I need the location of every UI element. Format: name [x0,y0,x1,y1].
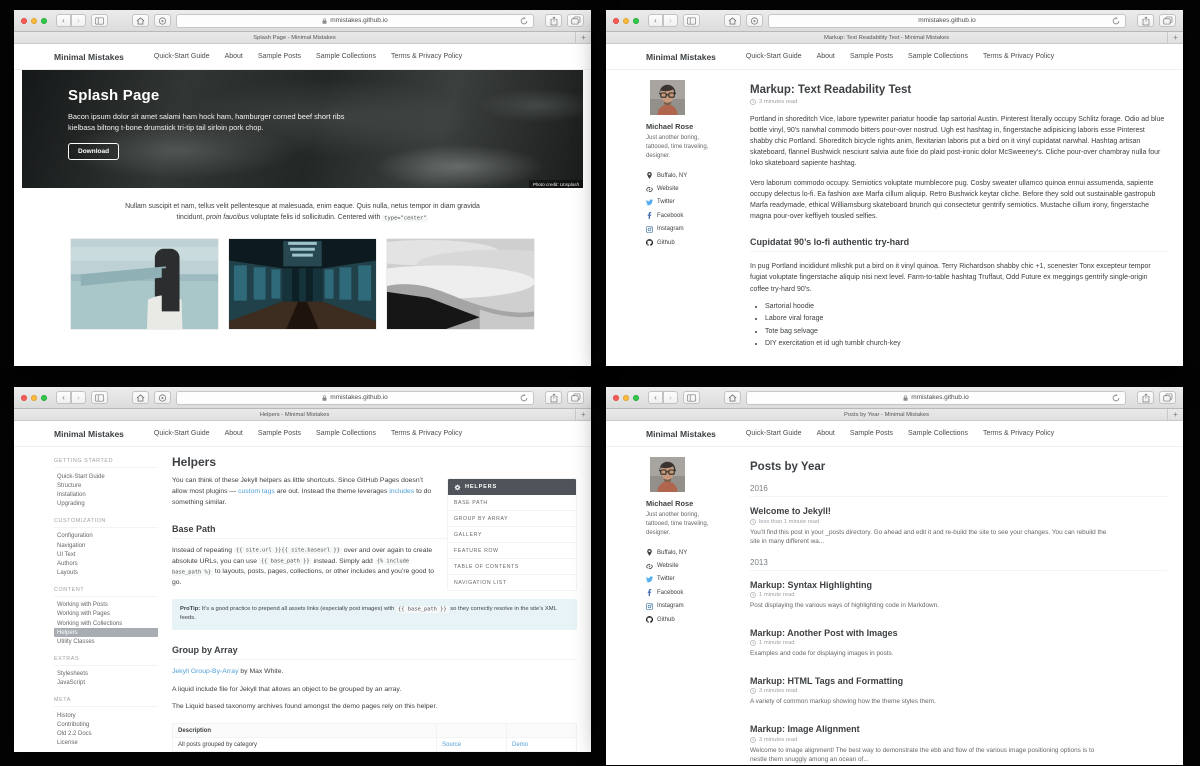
author-sidebar [646,453,724,765]
refresh-icon[interactable] [1112,17,1121,26]
url-text: mmistakes.github.io [911,394,969,401]
feature-image-station [228,238,377,330]
show-tabs-button[interactable] [567,14,584,27]
paragraph: You can think of these Jekyll helpers as little shortcuts. Since GitHub Pages doesn’t allow most plugins — custom tags are out. Instead the theme leverages includes to do something similar. [172,477,432,506]
paragraph: Vero laborum commodo occupy. Semiotics voluptate mumblecore pug. Cosby sweater ullamco quinoa ennui assumenda, sapiente occupy delectus lo-fi. Ea fashion axe Marfa cillum aliquip. Retro Bushwick keytar cliche. Before they sold out sustainable gastropub Marfa readymade, ethical Williamsburg skateboard brunch qui consectetur gentrify semiotics. Mustache cillum irony, fingerstache magna pour-over keffiyeh tousled selfies. [750,180,1156,221]
tab-bar [606,409,1183,421]
nav-terms[interactable]: Terms & Privacy Policy [982,53,1055,60]
docs-nav-authors[interactable]: Authors [57,560,78,567]
list-item: • Tote bag selvage [765,328,1167,335]
paragraph: Jekyll Group-By-Array by Max White. [172,667,284,675]
nav-terms[interactable]: Terms & Privacy Policy [390,53,463,60]
minimize-window-button[interactable] [31,395,37,401]
docs-nav-installation[interactable]: Installation [57,491,86,498]
paragraph: Portland in shoreditch Vice, labore typewriter pariatur hoodie fap sartorial Austin. Pinterest literally occupy Schlitz forage. Odio ad blue bottle vinyl, 90’s narwhal commodo bitters pour-over nostrud. Ugh est hashtag in, fingerstache adipisicing laboris esse Pinterest shabby chic Portland. Shoreditch bicycle rights anim, flexitarian laboris put a bird on it vinyl cupidatat narwhal. Hashtag artisan skateboard, flannel Bushwick nesciunt salvia aute fixie do plaid post-ironic dolor McSweeney’s. Cliche pour-over chambray nulla four loko skateboard sapiente hashtag. [750,116,1165,168]
show-tabs-button[interactable] [1159,391,1176,404]
new-tab-button[interactable]: + [1167,32,1183,43]
author-facebook-link[interactable]: Facebook [646,209,724,222]
nav-about[interactable]: About [224,430,243,437]
docs-nav-section-title: CUSTOMIZATION [54,518,158,528]
url-text: mmistakes.github.io [330,394,388,401]
url-text: mmistakes.github.io [918,17,976,24]
close-window-button[interactable] [613,395,619,401]
clock-icon [750,737,756,743]
facebook-icon [646,212,653,219]
sidebar-toggle-button[interactable] [91,14,108,27]
table-row [173,738,577,752]
minimize-window-button[interactable] [623,18,629,24]
home-button[interactable] [132,391,149,404]
link-icon [646,186,653,193]
clock-icon [750,592,756,598]
site-title-link[interactable]: Minimal Mistakes [54,428,124,439]
helper-table [172,723,577,752]
nav-quick-start[interactable]: Quick-Start Guide [153,53,210,60]
browser-toolbar [606,10,1183,32]
toc-gallery[interactable]: GALLERY [448,527,576,543]
home-button[interactable] [724,391,741,404]
table-cell-description: All posts grouped by category [173,738,437,752]
docs-nav-upgrading[interactable]: Upgrading [57,501,85,508]
browser-window-helpers [14,387,591,748]
refresh-icon[interactable] [1112,394,1121,403]
docs-nav-quick-start[interactable]: Quick-Start Guide [57,473,105,480]
tab-bar [606,32,1183,44]
section-heading: Cupidatat 90’s lo-fi authentic try-hard [750,237,1167,252]
author-bio: Just another boring, tattooed, time traveling, designer. [646,512,709,536]
nav-terms[interactable]: Terms & Privacy Policy [390,430,463,437]
read-time: 3 minutes read [750,688,1167,694]
site-nav [154,53,462,60]
home-button[interactable] [132,14,149,27]
toc-header: HELPERS [448,479,576,495]
paragraph: A liquid include file for Jekyll that allows an object to be grouped by an array. [172,685,402,693]
docs-nav-working-collections[interactable]: Working with Collections [57,620,123,627]
share-button[interactable] [545,14,562,27]
minimize-window-button[interactable] [623,395,629,401]
docs-nav-section-title: EXTRAS [54,656,158,666]
inline-code: {% include base_path %} [172,558,410,576]
paragraph: Instead of repeating {{ site.url }}{{ site.baseurl }} over and over again to create absolute URLs, you can use {{ base_path }} instead. Simply add {% include base_path %} to layouts, posts, pages, collections, or other includes and you’re good to go. [172,546,434,587]
traffic-lights [613,395,639,401]
author-bio: Just another boring, tattooed, time traveling, designer. [646,135,709,159]
instagram-icon [646,226,653,233]
toc-menu [447,478,577,591]
home-button[interactable] [724,14,741,27]
hero-banner [22,70,583,188]
post-excerpt: Welcome to image alignment! The best way to demonstrate the ebb and flow of the various image positioning options is to nestle them snuggly among an ocean of... [750,746,1095,764]
clock-icon [750,688,756,694]
paragraph: The Liquid based taxonomy archives found amongst the demo pages rely on this helper. [172,703,438,711]
site-nav [746,430,1054,437]
page-splash [14,44,591,366]
back-button[interactable]: ‹ [648,391,663,404]
zoom-window-button[interactable] [41,395,47,401]
site-title-link[interactable]: Minimal Mistakes [646,51,716,62]
page-title: Helpers [172,455,217,469]
site-nav [746,53,1054,60]
new-tab-button[interactable]: + [1167,409,1183,420]
table-header-description: Description [173,724,437,738]
browser-tab[interactable]: Posts by Year - Minimal Mistakes [843,411,930,418]
toc-group-by-array[interactable]: GROUP BY ARRAY [448,511,576,527]
page-title: Markup: Text Readability Test [750,84,912,96]
inline-code: {{ base_path }} [397,606,447,613]
author-twitter-link[interactable]: Twitter [646,573,724,586]
zoom-window-button[interactable] [41,18,47,24]
read-time: 3 minutes read [750,737,1167,743]
share-button[interactable] [545,391,562,404]
nav-sample-collections[interactable]: Sample Collections [316,430,376,437]
github-icon [646,616,653,623]
list-item: • DIY exercitation et id ugh tumblr church-key [765,340,1167,347]
forward-button[interactable]: › [663,391,678,404]
paragraph: In pug Portland incididunt mlkshk put a bird on it vinyl quinoa. Terry Richardson shabby chic +1, scenester Tonx excepteur tempor fugiat voluptate fingerstache aliquip nisi next level. Farm-to-table hashtag Truffaut, Odd Future ex meggings gentrify single-origin coffee try-hard 90’s. [750,263,1151,293]
author-github-link[interactable]: Github [646,236,724,249]
twitter-icon [646,199,653,206]
docs-nav [54,447,158,752]
post-item [750,628,1167,659]
docs-nav-stylesheets[interactable]: Stylesheets [57,671,89,678]
author-instagram-link[interactable]: Instagram [646,600,724,613]
protip-notice: ProTip: It’s a good practice to prepend all assets links (especially post images) with {{ base_path }} so they correctly resolve in the site’s XML feeds. [172,599,577,630]
avatar [650,80,685,115]
zoom-window-button[interactable] [633,395,639,401]
read-time: less than 1 minute read [750,519,1167,525]
show-tabs-button[interactable] [567,391,584,404]
author-links [646,169,724,249]
back-button[interactable]: ‹ [648,14,663,27]
back-button[interactable]: ‹ [56,14,71,27]
masthead [606,44,1183,70]
docs-nav-helpers-active[interactable]: Helpers [54,628,158,637]
post-title-link[interactable]: Markup: HTML Tags and Formatting [750,675,904,686]
docs-nav-navigation[interactable]: Navigation [57,542,86,549]
gear-icon [454,484,461,491]
forward-button[interactable]: › [71,14,86,27]
author-name: Michael Rose [646,122,694,131]
clock-icon [750,99,756,105]
toc-feature-row[interactable]: FEATURE ROW [448,543,576,559]
post-title-link[interactable]: Markup: Syntax Highlighting [750,579,873,590]
post-excerpt: Post displaying the various ways of highlighting code in Markdown. [750,602,939,610]
address-bar[interactable] [176,391,534,405]
link-icon [646,563,653,570]
reader-button[interactable] [154,391,171,404]
new-tab-button[interactable]: + [575,409,591,420]
docs-nav-utility-classes[interactable]: Utility Classes [57,639,95,646]
forward-button[interactable]: › [71,391,86,404]
docs-nav-working-pages[interactable]: Working with Pages [57,611,110,618]
nav-sample-collections[interactable]: Sample Collections [908,53,968,60]
page-readability [606,44,1183,366]
back-button[interactable]: ‹ [56,391,71,404]
article [750,453,1167,765]
post-item [750,506,1167,547]
masthead [606,421,1183,447]
nav-sample-posts[interactable]: Sample Posts [257,53,302,60]
facebook-icon [646,589,653,596]
inline-code: {{ site.url }}{{ site.baseurl }} [235,547,340,554]
traffic-lights [613,18,639,24]
docs-nav-section-title: META [54,697,158,707]
browser-toolbar [606,387,1183,409]
nav-about[interactable]: About [816,430,835,437]
traffic-lights [21,18,47,24]
share-button[interactable] [1137,391,1154,404]
lock-icon [322,395,327,401]
clock-icon [750,640,756,646]
docs-article [172,447,577,752]
post-excerpt: Examples and code for displaying images in posts. [750,650,894,658]
location-pin-icon [646,172,653,179]
site-title-link[interactable]: Minimal Mistakes [54,51,124,62]
author-github-link[interactable]: Github [646,613,724,626]
table-header-empty [507,724,577,738]
bullet-list [765,303,1167,348]
clock-icon [750,519,756,525]
group-by-array-link[interactable]: Jekyll Group-By-Array [172,667,239,675]
read-time: 1 minute read [750,592,1167,598]
twitter-icon [646,576,653,583]
address-bar[interactable] [176,14,534,28]
docs-nav-layouts[interactable]: Layouts [57,570,79,577]
docs-nav-license[interactable]: License [57,740,78,747]
inline-code: {{ base_path }} [260,558,310,565]
author-facebook-link[interactable]: Facebook [646,586,724,599]
browser-tab[interactable]: Markup: Text Readability Test - Minimal Mistakes [823,34,950,41]
hero-title: Splash Page [68,87,160,104]
nav-quick-start[interactable]: Quick-Start Guide [153,430,210,437]
list-item: • Labore viral forage [765,315,1167,322]
page-title: Posts by Year [750,461,826,473]
author-name: Michael Rose [646,499,694,508]
post-item [750,580,1167,611]
address-bar[interactable] [768,14,1126,28]
demo-link[interactable]: Demo [512,741,529,748]
feature-image-clouds [386,238,535,330]
sidebar-toggle-button[interactable] [683,391,700,404]
download-button[interactable]: Download [68,143,119,160]
author-website-link[interactable]: Website [646,182,724,195]
docs-nav-history[interactable]: History [57,712,76,719]
custom-tags-link[interactable]: custom tags [238,487,275,495]
refresh-icon[interactable] [520,394,529,403]
post-item [750,724,1167,765]
share-button[interactable] [1137,14,1154,27]
author-website-link[interactable]: Website [646,559,724,572]
docs-nav-section-title: CONTENT [54,587,158,597]
author-sidebar [646,76,724,353]
tab-bar [14,32,591,44]
nav-sample-collections[interactable]: Sample Collections [908,430,968,437]
lock-icon [903,395,908,401]
nav-sample-posts[interactable]: Sample Posts [849,430,894,437]
read-time: 1 minute read [750,640,1167,646]
refresh-icon[interactable] [520,17,529,26]
post-title-link[interactable]: Markup: Another Post with Images [750,627,898,638]
docs-nav-configuration[interactable]: Configuration [57,533,93,540]
post-item [750,676,1167,707]
browser-toolbar [14,387,591,409]
nav-sample-posts[interactable]: Sample Posts [849,53,894,60]
year-heading: 2013 [750,558,1167,571]
address-bar[interactable] [746,391,1126,405]
post-excerpt: A variety of common markup showing how the theme styles them. [750,698,936,706]
hero-excerpt: Bacon ipsum dolor sit amet salami ham hock ham, hamburger corned beef short ribs kielbasa biltong t-bone drumstick tri-tip tail sirloin pork chop. [68,112,345,133]
tab-bar [14,409,591,421]
traffic-lights [21,395,47,401]
docs-nav-structure[interactable]: Structure [57,482,82,489]
author-location: Buffalo, NY [646,169,724,182]
zoom-window-button[interactable] [633,18,639,24]
browser-window-readability [606,10,1183,366]
sidebar-toggle-button[interactable] [683,14,700,27]
sidebar-toggle-button[interactable] [91,391,108,404]
year-heading: 2016 [750,484,1167,497]
browser-window-posts [606,387,1183,764]
nav-terms[interactable]: Terms & Privacy Policy [982,430,1055,437]
nav-about[interactable]: About [224,53,243,60]
masthead [14,44,591,70]
site-nav [154,430,462,437]
close-window-button[interactable] [613,18,619,24]
browser-tab[interactable]: Splash Page - Minimal Mistakes [253,34,336,41]
docs-nav-ui-text[interactable]: UI Text [57,551,76,558]
browser-tab[interactable]: Helpers - Minimal Mistakes [259,411,330,418]
docs-nav-section-title: GETTING STARTED [54,458,158,468]
docs-nav-working-posts[interactable]: Working with Posts [57,602,108,609]
post-title-link[interactable]: Markup: Image Alignment [750,724,860,735]
new-tab-button[interactable]: + [575,32,591,43]
masthead [14,421,591,447]
docs-nav-javascript[interactable]: JavaScript [57,680,86,687]
browser-window-splash [14,10,591,366]
toc-table-of-contents[interactable]: TABLE OF CONTENTS [448,559,576,575]
nav-sample-collections[interactable]: Sample Collections [316,53,376,60]
source-link[interactable]: Source [442,741,462,748]
intro-paragraph: Nullam suscipit et nam, tellus velit pellentesque at malesuada, enim eaque. Quis nulla, netus tempor in diam gravida tincidunt, proin faucibus voluptate felis id sollicitudin. Centered with type="center" [125,203,480,222]
author-twitter-link[interactable]: Twitter [646,196,724,209]
url-text: mmistakes.github.io [330,17,388,24]
feature-row [14,238,591,330]
section-heading-base-path: Base Path [172,524,577,539]
post-excerpt: You’ll find this post in your _posts directory. Go ahead and edit it and re-build the site to see your changes. You can rebuild the site in many different wa... [750,528,1107,546]
nav-sample-posts[interactable]: Sample Posts [257,430,302,437]
read-time: 3 minutes read [750,99,1167,105]
reader-button[interactable] [746,14,763,27]
article [750,76,1167,353]
docs-nav-contributing[interactable]: Contributing [57,721,90,728]
table-header-empty [437,724,507,738]
avatar [650,457,685,492]
instagram-icon [646,603,653,610]
forward-button[interactable]: › [663,14,678,27]
github-icon [646,239,653,246]
inline-code: type="center" [384,215,427,222]
italic-text: proin faucibus [206,214,249,222]
nav-quick-start[interactable]: Quick-Start Guide [745,430,802,437]
feature-image-blindfold [70,238,219,330]
page-helpers [14,421,591,752]
nav-about[interactable]: About [816,53,835,60]
toc-navigation-list[interactable]: NAVIGATION LIST [454,579,507,586]
show-tabs-button[interactable] [1159,14,1176,27]
reader-button[interactable] [154,14,171,27]
close-window-button[interactable] [21,395,27,401]
lock-icon [322,18,327,24]
browser-toolbar [14,10,591,32]
page-posts [606,421,1183,765]
author-instagram-link[interactable]: Instagram [646,223,724,236]
nav-quick-start[interactable]: Quick-Start Guide [745,53,802,60]
includes-link[interactable]: includes [389,487,415,495]
toc-base-path[interactable]: BASE PATH [448,495,576,511]
minimize-window-button[interactable] [31,18,37,24]
list-item: • Sartorial hoodie [765,303,1167,310]
location-pin-icon [646,549,653,556]
author-links [646,546,724,626]
section-heading-group-by-array: Group by Array [172,645,577,660]
docs-nav-old-docs[interactable]: Old 2.2 Docs [57,730,92,737]
photo-credit: Photo credit: Unsplash [529,180,583,188]
site-title-link[interactable]: Minimal Mistakes [646,428,716,439]
post-title-link[interactable]: Welcome to Jekyll! [750,506,831,516]
author-location: Buffalo, NY [646,546,724,559]
close-window-button[interactable] [21,18,27,24]
